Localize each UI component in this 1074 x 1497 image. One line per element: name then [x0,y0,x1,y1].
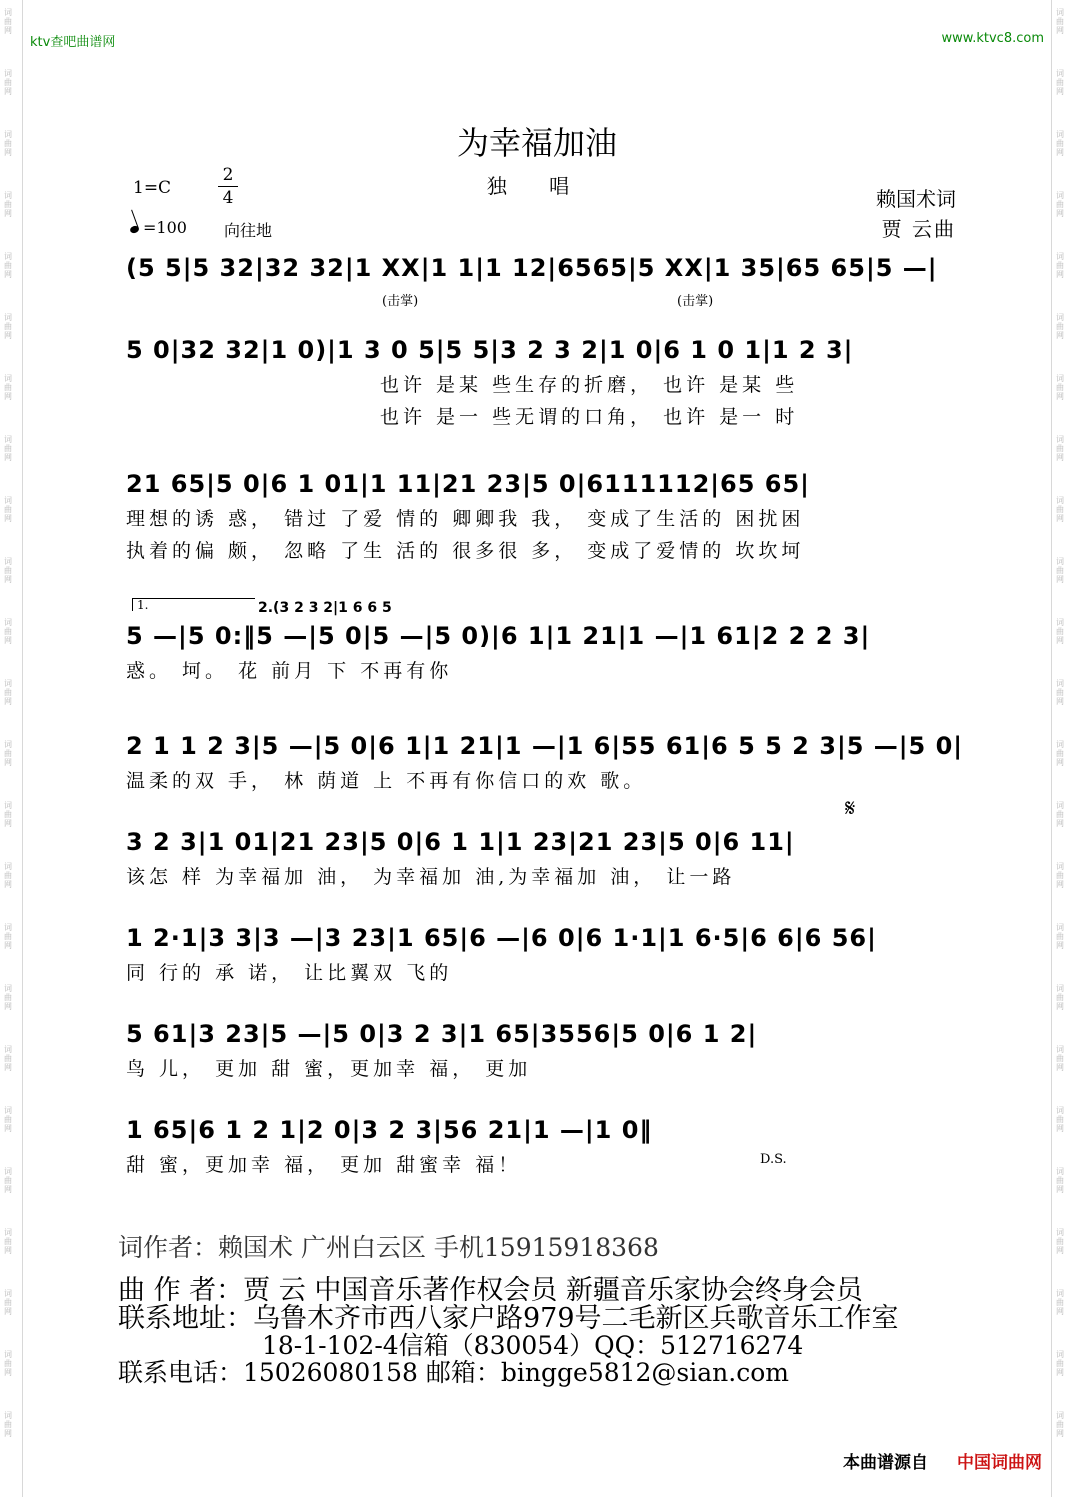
notation-line: 2 1 1 2 3|5 —|5 0|6 1|1 21|1 —|1 6|55 61|6 5 5 2 3|5 —|5 0| [126,732,964,760]
clap-mark: (击掌) [677,294,714,309]
meter-top: 2 [222,165,234,185]
score-system-7 [126,924,956,990]
watermark-text: 词曲网 [1056,130,1064,157]
score-system-9 [126,1116,956,1182]
time-signature [218,165,238,208]
watermark-text: 词曲网 [1056,1045,1064,1072]
watermark-text: 词曲网 [1056,679,1064,706]
watermark-text: 词曲网 [4,1106,12,1133]
score-system-8 [126,1020,956,1086]
watermark-text: 词曲网 [4,69,12,96]
watermark-text: 词曲网 [4,923,12,950]
watermark-text: 词曲网 [1056,923,1064,950]
song-subtitle: 独 唱 [486,174,588,198]
notation-line: 3 2 3|1 01|21 23|5 0|6 1 1|1 23|21 23|5 0|6 11| [126,828,795,856]
tempo-value: =100 [143,218,187,237]
watermark-text: 词曲网 [4,435,12,462]
watermark-text: 词曲网 [4,8,12,35]
watermark-text: 词曲网 [4,1167,12,1194]
source-site-link[interactable]: 中国词曲网 [957,1453,1042,1473]
lyric-line: 该怎 样 为幸福加 油， 为幸福加 油,为幸福加 油， 让一路 [126,866,736,888]
watermark-text: 词曲网 [4,1228,12,1255]
notation-line: 5 61|3 23|5 —|5 0|3 2 3|1 65|3556|5 0|6 1 2| [126,1020,758,1048]
watermark-text: 词曲网 [1056,557,1064,584]
watermark-text: 词曲网 [1056,1411,1064,1438]
right-watermark-strip [1051,0,1074,1497]
segno-icon: 𝄋 [845,794,856,822]
key-signature: 1=C [133,178,172,198]
watermark-text: 词曲网 [1056,1228,1064,1255]
dal-segno-mark: D.S. [760,1152,787,1167]
watermark-text: 词曲网 [1056,862,1064,889]
site-name-left[interactable]: ktv查吧曲谱网 [30,35,116,50]
watermark-text: 词曲网 [1056,496,1064,523]
watermark-text: 词曲网 [4,862,12,889]
lyric-verse-2: 执着的偏 颇， 忽略 了生 活的 很多很 多， 变成了爱情的 坎坎坷 [126,540,805,562]
watermark-text: 词曲网 [4,557,12,584]
notation-line: (5 5|5 32|32 32|1 XX|1 1|1 12|6565|5 XX|1 35|65 65|5 —| [126,254,938,282]
expression-marking: 向往地 [224,221,273,240]
lyric-line: 甜 蜜，更加幸 福， 更加 甜蜜幸 福！ [126,1154,522,1176]
watermark-text: 词曲网 [1056,1350,1064,1377]
watermark-text: 词曲网 [1056,191,1064,218]
lyric-verse-1: 也许 是某 些生存的折磨， 也许 是某 些 [380,374,799,396]
notation-line: 5 0|32 32|1 0)|1 3 0 5|5 5|3 2 3 2|1 0|6 1 0 1|1 2 3| [126,336,854,364]
watermark-text: 词曲网 [1056,984,1064,1011]
watermark-text: 词曲网 [1056,8,1064,35]
score-system-4 [126,622,956,688]
lyric-line: 温柔的双 手， 林 荫道 上 不再有你信口的欢 歌。 [126,770,647,792]
notation-line: 21 65|5 0|6 1 01|1 11|21 23|5 0|6111112|65 65| [126,470,810,498]
lyric-line: 惑。 坷。 花 前月 下 不再有你 [126,660,453,682]
watermark-text: 词曲网 [1056,1167,1064,1194]
watermark-text: 词曲网 [4,679,12,706]
notation-line: 5 —|5 0:‖5 —|5 0|5 —|5 0)|6 1|1 21|1 —|1 61|2 2 2 3| [126,622,871,650]
notation-line: 1 2·1|3 3|3 —|3 23|1 65|6 —|6 0|6 1·1|1 6·5|6 6|6 56| [126,924,877,952]
watermark-text: 词曲网 [1056,252,1064,279]
phone-email-line: 联系电话：15026080158 邮箱：bingge5812@sian.com [118,1358,789,1387]
watermark-text: 词曲网 [1056,313,1064,340]
watermark-text: 词曲网 [1056,1106,1064,1133]
song-title: 为幸福加油 [456,124,617,162]
watermark-text: 词曲网 [1056,435,1064,462]
lyricist-contact: 词作者：赖国术 广州白云区 手机15915918368 [118,1233,659,1262]
watermark-text: 词曲网 [4,252,12,279]
watermark-text: 词曲网 [4,618,12,645]
quarter-note-icon [129,225,140,235]
score-system-2 [126,336,956,434]
lyric-verse-1: 理想的诱 惑， 错过 了爱 情的 卿卿我 我， 变成了生活的 困扰困 [126,508,805,530]
meter-bottom: 4 [222,188,234,208]
watermark-text: 词曲网 [4,1045,12,1072]
watermark-text: 词曲网 [4,801,12,828]
volta-second-ending: 2.(3 2 3 2|1 6 6 5 [258,600,392,616]
composer-contact: 曲 作 者：贾 云 中国音乐著作权会员 新疆音乐家协会终身会员 [118,1275,863,1306]
lyric-line: 鸟 儿， 更加 甜 蜜，更加幸 福， 更加 [126,1058,532,1080]
source-label: 本曲谱源自 [843,1453,928,1473]
watermark-text: 词曲网 [1056,374,1064,401]
composer-credit: 贾 云曲 [881,217,956,241]
watermark-text: 词曲网 [1056,740,1064,767]
watermark-text: 词曲网 [4,313,12,340]
watermark-text: 词曲网 [4,374,12,401]
watermark-text: 词曲网 [4,1289,12,1316]
watermark-text: 词曲网 [1056,801,1064,828]
score-system-3 [126,470,956,568]
watermark-text: 词曲网 [4,130,12,157]
site-url-right[interactable]: www.ktvc8.com [941,31,1044,46]
volta-first-ending: 1. [132,598,255,611]
score-system-5 [126,732,964,798]
clap-mark: (击掌) [382,294,419,309]
watermark-text: 词曲网 [4,740,12,767]
tempo-marking [130,218,187,237]
lyric-verse-2: 也许 是一 些无谓的口角， 也许 是一 时 [380,406,799,428]
watermark-text: 词曲网 [4,1350,12,1377]
notation-line: 1 65|6 1 2 1|2 0|3 2 3|56 21|1 —|1 0‖ [126,1116,653,1144]
score-system-1 [126,254,956,288]
watermark-text: 词曲网 [4,191,12,218]
watermark-text: 词曲网 [1056,618,1064,645]
watermark-text: 词曲网 [4,1411,12,1438]
left-watermark-strip [0,0,23,1497]
watermark-text: 词曲网 [4,984,12,1011]
meter-divider [218,186,238,187]
watermark-text: 词曲网 [1056,69,1064,96]
watermark-text: 词曲网 [4,496,12,523]
watermark-text: 词曲网 [1056,1289,1064,1316]
lyricist-credit: 赖国术词 [876,187,956,211]
address-line-2: 18-1-102-4信箱（830054）QQ：512716274 [262,1331,804,1360]
lyric-line: 同 行的 承 诺， 让比翼双 飞的 [126,962,453,984]
score-system-6 [126,828,956,894]
address-line: 联系地址：乌鲁木齐市西八家户路979号二毛新区兵歌音乐工作室 [118,1303,899,1334]
